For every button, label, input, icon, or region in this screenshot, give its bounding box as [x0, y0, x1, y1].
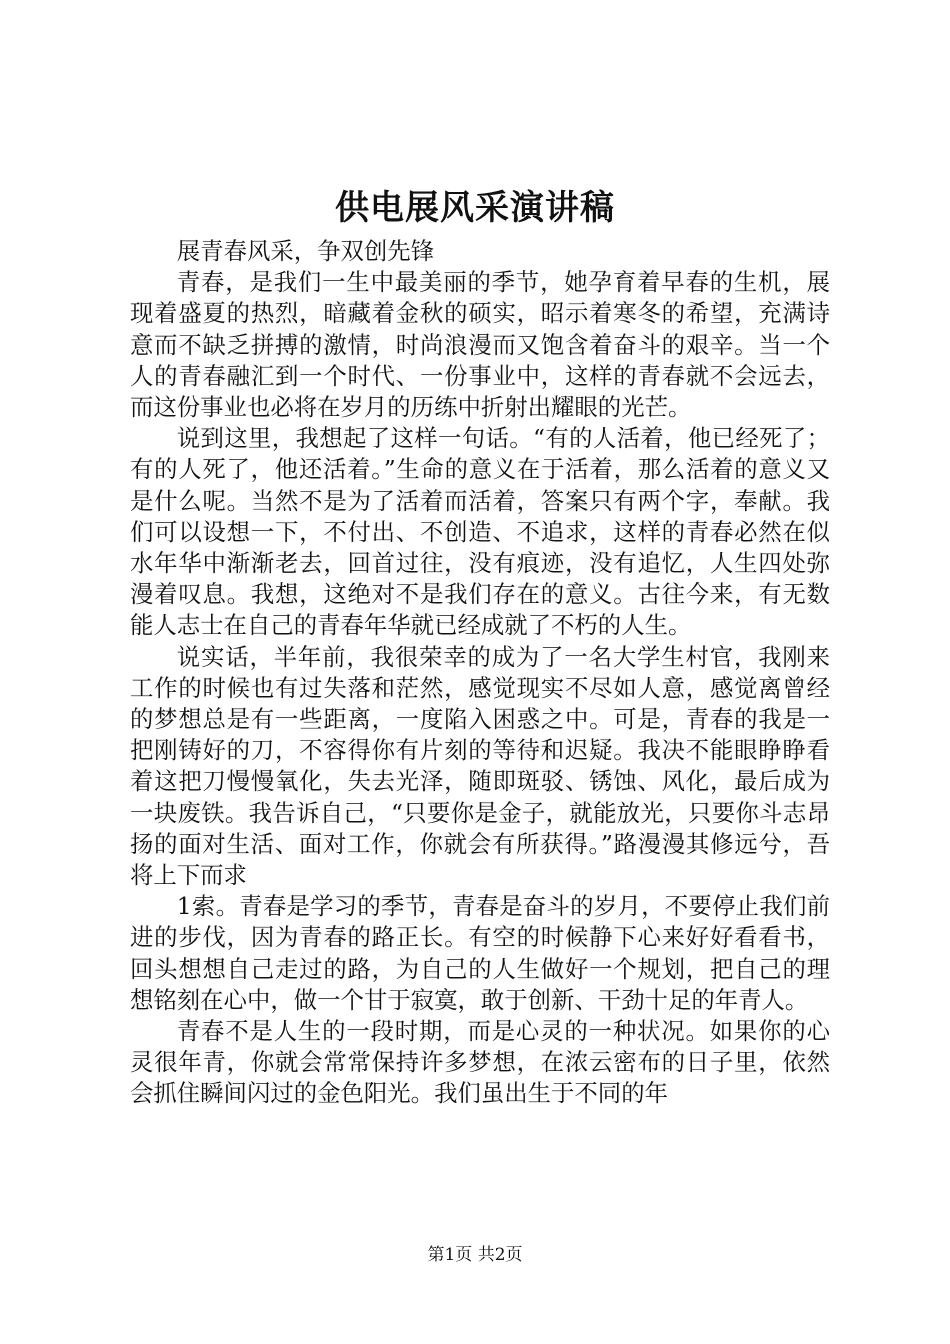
paragraph-subtitle: 展青春风采，争双创先锋 [176, 237, 435, 265]
paragraph: 说到这里，我想起了这样一句话。“有的人活着，他已经死了；有的人死了，他还活着。”生命的意义在于活着，那么活着的意义又是什么呢。当然不是为了活着而活着，答案只有两个字，奉献。我们可以设想一下，不付出、不创造、不追求，这样的青春必然在似水年华中渐渐老去，回首过往，没有痕迹，没有追忆，人生四处弥漫着叹息。我想，这绝对不是我们存在的意义。古往今来，有无数能人志士在自己的青春年华就已经成就了不朽的人生。 [130, 424, 830, 640]
document-body [130, 236, 830, 1110]
page-footer: 第1页 共2页 [427, 1245, 523, 1265]
paragraph: 青春，是我们一生中最美丽的季节，她孕育着早春的生机，展现着盛夏的热烈，暗藏着金秋的硕实，昭示着寒冬的希望，充满诗意而不缺乏拼搏的激情，时尚浪漫而又饱含着奋斗的艰辛。当一个人的青春融汇到一个时代、一份事业中，这样的青春就不会远去，而这份事业也必将在岁月的历练中折射出耀眼的光芒。 [130, 268, 830, 422]
paragraph: 青春不是人生的一段时期，而是心灵的一种状况。如果你的心灵很年青，你就会常常保持许多梦想，在浓云密布的日子里，依然会抓住瞬间闪过的金色阳光。我们虽出生于不同的年 [130, 1017, 830, 1108]
paragraph: 1索。青春是学习的季节，青春是奋斗的岁月，不要停止我们前进的步伐，因为青春的路正长。有空的时候静下心来好好看看书，回头想想自己走过的路，为自己的人生做好一个规划，把自己的理想铭刻在心中，做一个甘于寂寞，敢于创新、干劲十足的年青人。 [130, 892, 830, 1014]
paragraph: 说实话，半年前，我很荣幸的成为了一名大学生村官，我刚来工作的时候也有过失落和茫然，感觉现实不尽如人意，感觉离曾经的梦想总是有一些距离，一度陷入困惑之中。可是，青春的我是一把刚铸好的刀，不容得你有片刻的等待和迟疑。我决不能眼睁睁看着这把刀慢慢氧化，失去光泽，随即斑驳、锈蚀、风化，最后成为一块废铁。我告诉自己，“只要你是金子，就能放光，只要你斗志昂扬的面对生活、面对工作，你就会有所获得。”路漫漫其修远兮，吾将上下而求 [130, 642, 830, 890]
document-title: 供电展风采演讲稿 [335, 188, 615, 228]
